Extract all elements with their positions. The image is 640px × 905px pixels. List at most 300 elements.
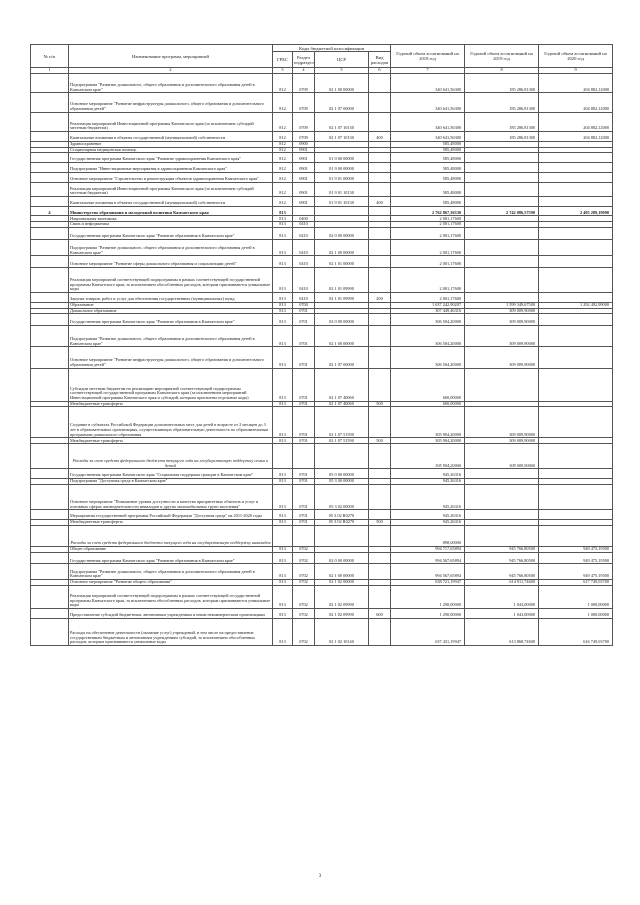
row-csr: 05 3 00 00000	[315, 479, 369, 485]
row-razdel: 0709	[293, 112, 315, 131]
row-vr	[369, 239, 391, 255]
row-number	[31, 228, 69, 240]
index-cell: 8	[465, 68, 539, 74]
row-vr	[369, 267, 391, 292]
row-amount-2020	[539, 228, 613, 240]
row-number	[31, 239, 69, 255]
row-name: Предоставление субсидий бюджетным, автономным учреждениям и иным некоммерческим организациям	[69, 609, 273, 619]
table-row	[31, 510, 613, 520]
row-csr: 02 1 07 51590	[315, 407, 369, 438]
table-row	[31, 347, 613, 368]
row-razdel: 0702	[293, 564, 315, 580]
row-grbs: 813	[273, 479, 293, 485]
table-row	[31, 407, 613, 438]
index-cell: 4	[293, 68, 315, 74]
row-name: Подпрограмма "Развитие дошкольного, общего образования и дополнительного образования детей в Камчатском крае"	[69, 239, 273, 255]
row-vr	[369, 182, 391, 197]
row-amount-2018: 306 504,20000	[391, 314, 465, 326]
row-vr	[369, 74, 391, 93]
row-grbs: 813	[273, 438, 293, 444]
row-number	[31, 314, 69, 326]
row-csr: 01 9 01 10130	[315, 182, 369, 197]
row-grbs: 813	[273, 609, 293, 619]
row-amount-2018: 340 641,56300	[391, 74, 465, 93]
row-name: Государственная программа Камчатского края "Социальная поддержка граждан в Камчатском крае"	[69, 469, 273, 479]
row-amount-2018: 994 567,65894	[391, 564, 465, 580]
row-razdel: 0701	[293, 484, 315, 509]
row-number	[31, 74, 69, 93]
row-csr: 02 1 00 00000	[315, 564, 369, 580]
table-row	[31, 228, 613, 240]
row-amount-2019: 945 766,80500	[465, 564, 539, 580]
row-csr: 02 1 07 40060	[315, 401, 369, 407]
row-number	[31, 552, 69, 564]
row-number	[31, 564, 69, 580]
row-csr: 02 0 00 00000	[315, 314, 369, 326]
row-vr	[369, 484, 391, 509]
row-grbs: 812	[273, 112, 293, 131]
row-name: Основное мероприятие "Развитие сферы дошкольного образования и социализации детей"	[69, 256, 273, 268]
row-amount-2019	[465, 510, 539, 520]
row-number	[31, 172, 69, 182]
row-number	[31, 256, 69, 268]
row-amount-2018: 1 290,00000	[391, 585, 465, 608]
table-row	[31, 314, 613, 326]
row-vr	[369, 469, 391, 479]
row-csr: 02 1 07 10130	[315, 112, 369, 131]
row-razdel	[293, 444, 315, 469]
table-row	[31, 132, 613, 142]
row-amount-2018: 2 001,17600	[391, 239, 465, 255]
row-grbs: 813	[273, 469, 293, 479]
row-amount-2020	[539, 510, 613, 520]
row-name: Государственная программа Камчатского края "Развитие образования в Камчатском крае"	[69, 228, 273, 240]
row-amount-2019: 309 009,90000	[465, 347, 539, 368]
row-amount-2018: 305 904,20000	[391, 407, 465, 438]
row-amount-2020	[539, 407, 613, 438]
header-razdel: Раздел подраздел	[293, 52, 315, 68]
row-name: Дошкольное образование	[69, 308, 273, 314]
row-grbs: 812	[273, 74, 293, 93]
row-amount-2018: 340 641,56300	[391, 93, 465, 112]
row-razdel: 0901	[293, 197, 315, 207]
row-amount-2018: 2 762 867,36330	[391, 206, 465, 216]
row-grbs: 812	[273, 163, 293, 173]
row-csr: 02 1 02 10140	[315, 618, 369, 645]
row-vr: 200	[369, 293, 391, 303]
row-amount-2019	[465, 256, 539, 268]
row-vr: 400	[369, 132, 391, 142]
index-cell: 3	[273, 68, 293, 74]
row-csr: 02 1 02 09990	[315, 585, 369, 608]
row-grbs: 813	[273, 308, 293, 314]
row-csr: 02 1 07 40060	[315, 368, 369, 401]
row-vr	[369, 347, 391, 368]
page-number: 3	[318, 874, 322, 879]
row-amount-2019: 309 009,90000	[465, 438, 539, 444]
row-amount-2019: 614 911,74600	[465, 579, 539, 585]
row-razdel: 0901	[293, 153, 315, 163]
table-row	[31, 74, 613, 93]
row-amount-2018: 2 001,17600	[391, 256, 465, 268]
row-vr	[369, 444, 391, 469]
row-vr	[369, 256, 391, 268]
table-row	[31, 618, 613, 645]
table-row	[31, 206, 613, 216]
row-grbs: 812	[273, 141, 293, 147]
row-number	[31, 93, 69, 112]
row-csr	[315, 444, 369, 469]
row-razdel: 0702	[293, 552, 315, 564]
row-amount-2020	[539, 153, 613, 163]
row-grbs: 813	[273, 552, 293, 564]
row-name: Здравоохранение	[69, 141, 273, 147]
row-csr: 02 0 00 00000	[315, 552, 369, 564]
row-grbs: 813	[273, 547, 293, 553]
row-amount-2018: 945,26316	[391, 510, 465, 520]
table-header	[31, 45, 613, 74]
row-name: Межбюджетные трансферты	[69, 401, 273, 407]
row-csr	[315, 525, 369, 546]
row-razdel: 0702	[293, 585, 315, 608]
row-number	[31, 510, 69, 520]
row-name: Межбюджетные трансферты	[69, 519, 273, 525]
row-grbs: 812	[273, 172, 293, 182]
row-amount-2020: 1 000,00000	[539, 585, 613, 608]
row-razdel: 0410	[293, 267, 315, 292]
row-amount-2018: 305 904,20000	[391, 444, 465, 469]
row-amount-2019	[465, 293, 539, 303]
row-amount-2018: 305 904,20000	[391, 438, 465, 444]
row-vr	[369, 228, 391, 240]
row-grbs: 813	[273, 302, 293, 308]
table-row	[31, 469, 613, 479]
row-amount-2020: 204 882,12000	[539, 112, 613, 131]
row-grbs: 813	[273, 510, 293, 520]
row-name: Основное мероприятие "Развитие инфраструктуры дошкольного, общего образования и дополнительного образования детей"	[69, 347, 273, 368]
row-vr: 600	[369, 609, 391, 619]
row-vr	[369, 172, 391, 182]
row-amount-2019: 309 009,90000	[465, 444, 539, 469]
header-codes-group: Коды бюджетной классификации	[273, 45, 391, 52]
row-csr: 02 1 07 00000	[315, 93, 369, 112]
row-name: Подпрограмма "Развитие дошкольного, общего образования и дополнительного образования детей в Камчатском крае"	[69, 564, 273, 580]
row-razdel: 0709	[293, 93, 315, 112]
row-number	[31, 618, 69, 645]
row-amount-2019: 1 043,00000	[465, 609, 539, 619]
row-amount-2020: 2 405 289,19000	[539, 206, 613, 216]
row-csr: 02 1 02 00000	[315, 579, 369, 585]
row-number	[31, 444, 69, 469]
row-csr: 02 1 00 00000	[315, 239, 369, 255]
row-name: Межбюджетные трансферты	[69, 438, 273, 444]
row-number	[31, 368, 69, 401]
table-row	[31, 552, 613, 564]
row-amount-2018: 2 001,17600	[391, 222, 465, 228]
table-row	[31, 325, 613, 346]
table-body	[31, 74, 613, 646]
row-amount-2019: 613 868,74600	[465, 618, 539, 645]
row-amount-2020: 204 882,12000	[539, 74, 613, 93]
row-grbs	[273, 525, 293, 546]
row-number	[31, 163, 69, 173]
row-grbs: 813	[273, 484, 293, 509]
row-razdel: 0901	[293, 147, 315, 153]
row-amount-2018: 637 431,19947	[391, 618, 465, 645]
row-name: Субсидии местным бюджетам на реализацию мероприятий соответствующей подпрограммы соответствующей государственной программы Камчатского края (за исключением мероприятий Инвестиционной программы Камчатского края и субсидий, которым присвоены отдельные коды)	[69, 368, 273, 401]
row-amount-2018: 994 567,65894	[391, 552, 465, 564]
row-csr: 02 1 07 10130	[315, 132, 369, 142]
row-amount-2019: 309 009,90000	[465, 308, 539, 314]
row-amount-2019: 185 286,81300	[465, 93, 539, 112]
row-amount-2020	[539, 267, 613, 292]
row-csr: 02 1 00 00000	[315, 74, 369, 93]
row-grbs: 813	[273, 368, 293, 401]
row-amount-2020	[539, 239, 613, 255]
row-razdel: 0709	[293, 132, 315, 142]
row-vr	[369, 163, 391, 173]
row-vr	[369, 314, 391, 326]
row-number	[31, 585, 69, 608]
row-grbs: 813	[273, 222, 293, 228]
row-razdel: 0701	[293, 325, 315, 346]
row-grbs: 812	[273, 153, 293, 163]
row-amount-2019: 1 599 349,67500	[465, 302, 539, 308]
row-amount-2019: 185 286,81300	[465, 112, 539, 131]
row-amount-2018: 945,26316	[391, 479, 465, 485]
row-csr: 02 1 01 09990	[315, 267, 369, 292]
row-amount-2020	[539, 163, 613, 173]
row-vr	[369, 585, 391, 608]
row-razdel: 0701	[293, 469, 315, 479]
row-number	[31, 267, 69, 292]
row-vr	[369, 112, 391, 131]
row-amount-2019: 945 766,80500	[465, 547, 539, 553]
row-amount-2020	[539, 256, 613, 268]
row-razdel: 0702	[293, 618, 315, 645]
row-csr: 02 1 00 00000	[315, 325, 369, 346]
row-grbs: 813	[273, 216, 293, 222]
row-razdel: 0900	[293, 141, 315, 147]
row-amount-2020: 949 475,19500	[539, 547, 613, 553]
header-grbs: ГРБС	[273, 52, 293, 68]
header-csr: ЦСР	[315, 52, 369, 68]
row-csr: 02 1 01 00000	[315, 256, 369, 268]
row-amount-2019: 1 043,00000	[465, 585, 539, 608]
row-grbs: 813	[273, 325, 293, 346]
row-vr	[369, 552, 391, 564]
row-vr	[369, 153, 391, 163]
table-row	[31, 484, 613, 509]
index-cell: 6	[369, 68, 391, 74]
row-vr	[369, 368, 391, 401]
row-csr: 02 1 01 09990	[315, 293, 369, 303]
row-vr: 500	[369, 438, 391, 444]
row-csr	[315, 206, 369, 216]
row-name: Подпрограмма "Доступная среда в Камчатском крае"	[69, 479, 273, 485]
row-vr	[369, 407, 391, 438]
budget-table	[30, 44, 613, 646]
row-grbs: 813	[273, 407, 293, 438]
row-name: Образование	[69, 302, 273, 308]
row-csr: 05 3 02 R0270	[315, 519, 369, 525]
row-amount-2020: 949 475,19500	[539, 564, 613, 580]
row-vr	[369, 564, 391, 580]
row-name: Национальная экономика	[69, 216, 273, 222]
row-amount-2020	[539, 314, 613, 326]
row-amount-2018: 585,48000	[391, 182, 465, 197]
row-amount-2018: 585,48000	[391, 147, 465, 153]
row-name: Капитальные вложения в объекты государственной (муниципальной) собственности	[69, 197, 273, 207]
row-amount-2020	[539, 182, 613, 197]
row-name: Основное мероприятие "Повышение уровня доступности и качества приоритетных объектов и услуг в основных сферах жизнедеятельности инвалидов и других маломобильных групп населения"	[69, 484, 273, 509]
index-cell: 2	[69, 68, 273, 74]
row-number	[31, 293, 69, 303]
row-amount-2018: 585,48000	[391, 172, 465, 182]
table-row	[31, 112, 613, 131]
row-razdel: 0410	[293, 256, 315, 268]
budget-table-container	[30, 44, 612, 646]
row-amount-2019: 185 286,81300	[465, 132, 539, 142]
row-grbs: 813	[273, 519, 293, 525]
row-number	[31, 609, 69, 619]
table-row	[31, 444, 613, 469]
row-number	[31, 469, 69, 479]
row-amount-2018: 898,00000	[391, 525, 465, 546]
row-amount-2019: 945 766,80500	[465, 552, 539, 564]
row-name: Общее образование	[69, 547, 273, 553]
row-amount-2020: 204 882,12000	[539, 132, 613, 142]
row-amount-2019	[465, 484, 539, 509]
header-2019: Годовой объем ассигнований на 2019 год	[465, 45, 539, 68]
row-amount-2018: 638 721,19947	[391, 579, 465, 585]
row-name: Подпрограмма "Инвестиционные мероприятия в здравоохранении Камчатского края"	[69, 163, 273, 173]
row-amount-2018: 600,00000	[391, 368, 465, 401]
row-razdel: 0702	[293, 579, 315, 585]
row-name: Реализация мероприятий соответствующей подпрограммы в рамках соответствующей государственной программы Камчатского края, за исключением обособленных расходов, которым присваиваются уникальные коды	[69, 267, 273, 292]
row-amount-2018: 307 449,46316	[391, 308, 465, 314]
row-amount-2020	[539, 469, 613, 479]
row-vr	[369, 325, 391, 346]
row-number	[31, 132, 69, 142]
row-amount-2018: 306 504,20000	[391, 347, 465, 368]
row-amount-2018: 2 001,17600	[391, 228, 465, 240]
row-name: Основное мероприятие "Развитие инфраструктуры дошкольного, общего образования и дополнительного образования детей"	[69, 93, 273, 112]
row-amount-2020	[539, 325, 613, 346]
row-amount-2020	[539, 197, 613, 207]
row-name: Реализация мероприятий Инвестиционной программы Камчатского края (за исключением субсидий местным бюджетам)	[69, 182, 273, 197]
row-razdel: 0701	[293, 314, 315, 326]
row-name: Расходы на обеспечение деятельности (оказание услуг) учреждений, в том числе на предоставление государственным бюджетным и автономным учреждениям субсидий, за исключением обособленных расходов, которым присваиваются уникальные коды	[69, 618, 273, 645]
index-cell: 5	[315, 68, 369, 74]
row-amount-2018: 1 637 242,90207	[391, 302, 465, 308]
row-vr	[369, 93, 391, 112]
row-amount-2019	[465, 182, 539, 197]
row-grbs: 812	[273, 182, 293, 197]
row-amount-2018: 2 001,17600	[391, 293, 465, 303]
header-name: Наименование программ, мероприятий	[69, 45, 273, 68]
row-name: Стационарная медицинская помощь	[69, 147, 273, 153]
row-csr: 05 3 02 R0270	[315, 510, 369, 520]
row-name: Реализация мероприятий соответствующей подпрограммы в рамках соответствующей государственной программы Камчатского края, за исключением обособленных расходов, которым присваиваются уникальные коды	[69, 585, 273, 608]
row-grbs: 813	[273, 618, 293, 645]
row-number	[31, 347, 69, 368]
row-amount-2020: 204 882,12000	[539, 93, 613, 112]
row-csr: 05 0 00 00000	[315, 469, 369, 479]
row-amount-2020	[539, 444, 613, 469]
row-amount-2019	[465, 239, 539, 255]
row-amount-2019: 309 009,90000	[465, 314, 539, 326]
row-amount-2019: 309 009,90000	[465, 325, 539, 346]
row-razdel: 0410	[293, 293, 315, 303]
row-vr: 500	[369, 401, 391, 407]
row-csr: 01 9 01 00000	[315, 172, 369, 182]
row-amount-2018: 994 717,65894	[391, 547, 465, 553]
row-name: Реализация мероприятий Инвестиционной программы Камчатского края (за исключением субсидий местным бюджетам)	[69, 112, 273, 131]
row-amount-2018: 2 001,17600	[391, 267, 465, 292]
row-grbs: 813	[273, 228, 293, 240]
table-row	[31, 293, 613, 303]
row-vr	[369, 510, 391, 520]
row-amount-2020: 1 292 492,99000	[539, 302, 613, 308]
row-razdel: 0701	[293, 368, 315, 401]
row-razdel: 0702	[293, 547, 315, 553]
table-row	[31, 153, 613, 163]
row-vr: 400	[369, 197, 391, 207]
row-razdel: 0901	[293, 182, 315, 197]
row-grbs: 813	[273, 256, 293, 268]
row-grbs: 813	[273, 267, 293, 292]
row-grbs: 812	[273, 197, 293, 207]
table-row	[31, 182, 613, 197]
row-amount-2020: 617 749,03700	[539, 579, 613, 585]
row-amount-2018: 585,48000	[391, 141, 465, 147]
row-razdel: 0410	[293, 222, 315, 228]
row-amount-2020	[539, 484, 613, 509]
row-name: Расходы за счет средств федерального бюджета текущего года на государственную поддержку семьи и детей	[69, 444, 273, 469]
row-grbs: 813	[273, 314, 293, 326]
row-razdel: 0701	[293, 308, 315, 314]
row-amount-2018: 2 001,17600	[391, 216, 465, 222]
table-row	[31, 256, 613, 268]
row-csr: 05 3 02 00000	[315, 484, 369, 509]
row-grbs: 813	[273, 239, 293, 255]
row-razdel	[293, 206, 315, 216]
row-amount-2019	[465, 197, 539, 207]
row-name: Расходы за счет средств федерального бюджета текущего года на государственную поддержку инвалидов	[69, 525, 273, 546]
row-number	[31, 153, 69, 163]
row-number	[31, 484, 69, 509]
row-grbs: 813	[273, 579, 293, 585]
table-row	[31, 163, 613, 173]
row-vr: 500	[369, 519, 391, 525]
table-row	[31, 172, 613, 182]
row-amount-2018: 600,00000	[391, 401, 465, 407]
row-csr: 01 9 01 10130	[315, 197, 369, 207]
row-razdel: 0701	[293, 519, 315, 525]
row-name: Связь и информатика	[69, 222, 273, 228]
row-amount-2020	[539, 525, 613, 546]
row-vr	[369, 618, 391, 645]
row-amount-2019	[465, 525, 539, 546]
row-grbs: 813	[273, 293, 293, 303]
index-cell: 9	[539, 68, 613, 74]
row-razdel: 0400	[293, 216, 315, 222]
row-csr: 02 1 07 51590	[315, 438, 369, 444]
row-razdel	[293, 525, 315, 546]
row-csr: 02 0 00 00000	[315, 228, 369, 240]
row-amount-2019	[465, 368, 539, 401]
